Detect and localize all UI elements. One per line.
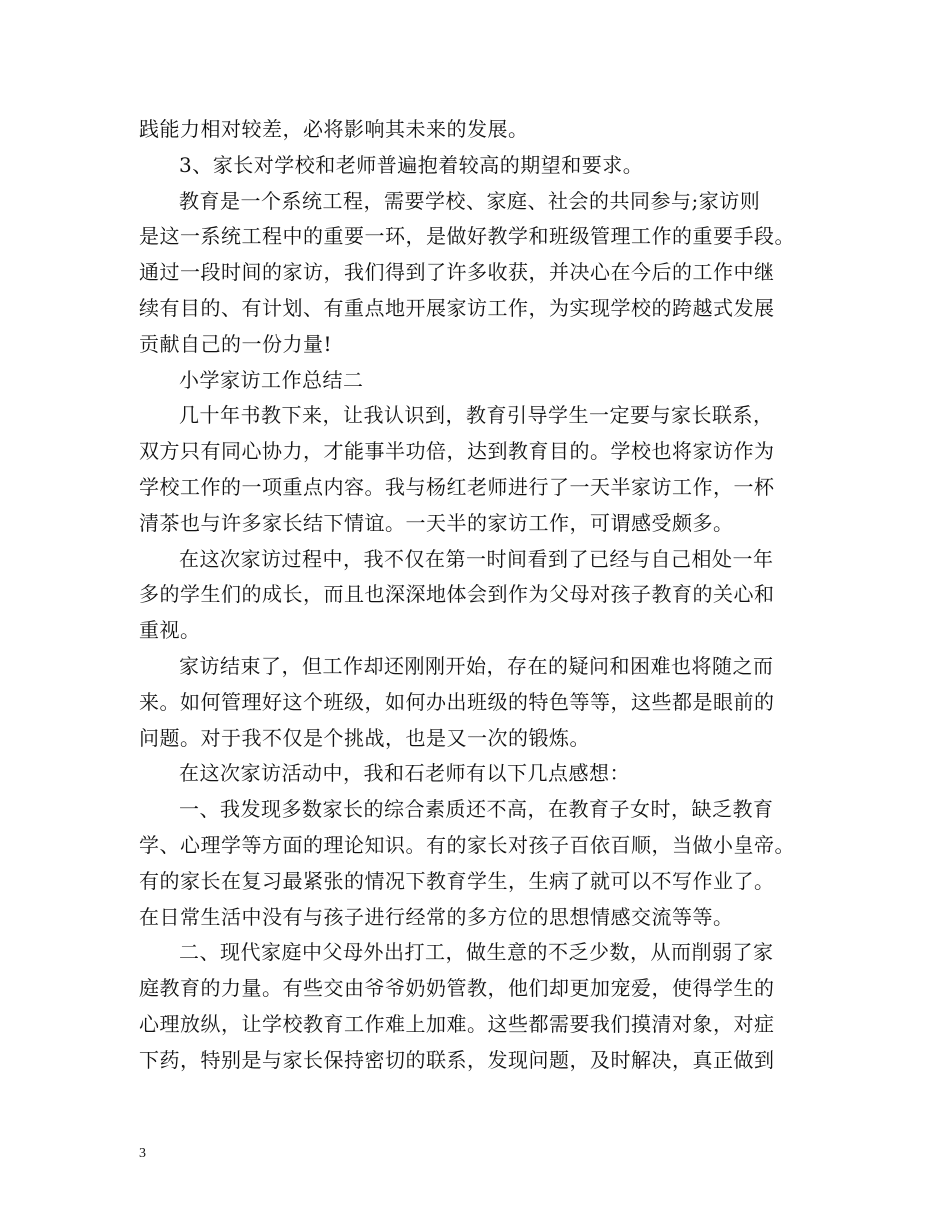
text-line: 双方只有同心协力，才能事半功倍，达到教育目的。学校也将家访作为 (139, 439, 775, 464)
text-line: 在这次家访过程中，我不仅在第一时间看到了已经与自己相处一年 (179, 546, 774, 571)
body-text (139, 112, 829, 1079)
text-line: 家访结束了，但工作却还刚刚开始，存在的疑问和困难也将随之而 (179, 653, 774, 678)
text-line: 通过一段时间的家访，我们得到了许多收获，并决心在今后的工作中继 (139, 260, 775, 285)
text-line: 下药，特别是与家长保持密切的联系，发现问题，及时解决，真正做到 (139, 1047, 775, 1072)
text-line: 来。如何管理好这个班级，如何办出班级的特色等等，这些都是眼前的 (139, 689, 775, 714)
text-line: 多的学生们的成长，而且也深深地体会到作为父母对孩子教育的关心和 (139, 582, 775, 607)
text-line: 一、我发现多数家长的综合素质还不高，在教育子女时，缺乏教育 (179, 797, 774, 822)
text-line: 在这次家访活动中，我和石老师有以下几点感想： (179, 761, 630, 786)
text-line: 学校工作的一项重点内容。我与杨红老师进行了一天半家访工作，一杯 (139, 474, 775, 499)
text-line: 几十年书教下来，让我认识到，教育引导学生一定要与家长联系， (179, 403, 774, 428)
text-line: 二、现代家庭中父母外出打工，做生意的不乏少数，从而削弱了家 (179, 940, 774, 965)
text-line: 心理放纵，让学校教育工作难上加难。这些都需要我们摸清对象，对症 (139, 1011, 775, 1036)
text-line: 贡献自己的一份力量! (139, 331, 333, 356)
text-line: 践能力相对较差，必将影响其未来的发展。 (139, 117, 529, 141)
text-line: 清茶也与许多家长结下情谊。一天半的家访工作，可谓感受颇多。 (139, 510, 734, 535)
text-line: 教育是一个系统工程，需要学校、家庭、社会的共同参与;家访则 (179, 188, 761, 213)
text-line: 重视。 (139, 618, 201, 643)
text-line: 是这一系统工程中的重要一环，是做好教学和班级管理工作的重要手段。 (139, 224, 795, 249)
text-line: 续有目的、有计划、有重点地开展家访工作，为实现学校的跨越式发展 (139, 295, 775, 320)
text-line: 庭教育的力量。有些交由爷爷奶奶管教，他们却更加宠爱，使得学生的 (139, 976, 775, 1001)
text-line: 有的家长在复习最紧张的情况下教育学生，生病了就可以不写作业了。 (139, 868, 775, 893)
text-line: 问题。对于我不仅是个挑战，也是又一次的锻炼。 (139, 725, 590, 750)
text-line: 小学家访工作总结二 (179, 367, 364, 392)
text-line: 在日常生活中没有与孩子进行经常的多方位的思想情感交流等等。 (139, 904, 734, 929)
text-line: 学、心理学等方面的理论知识。有的家长对孩子百依百顺，当做小皇帝。 (139, 832, 795, 857)
page-number: 3 (139, 1146, 146, 1161)
text-line: 3、家长对学校和老师普遍抱着较高的期望和要求。 (179, 152, 644, 177)
